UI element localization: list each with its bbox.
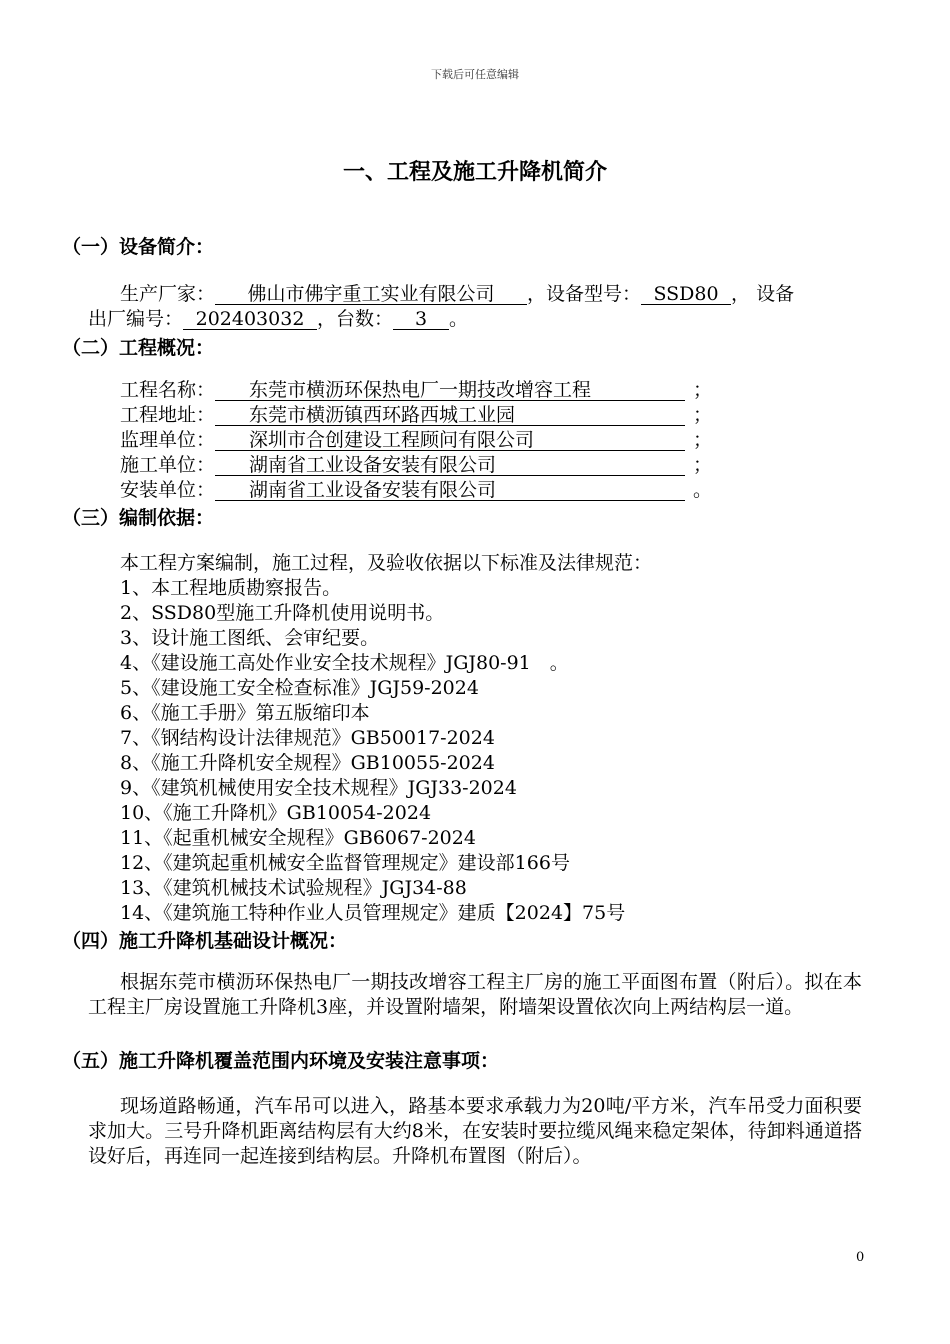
project-row-end: ；: [693, 454, 713, 476]
basis-item: 6、《施工手册》第五版缩印本: [120, 702, 370, 724]
basis-intro: 本工程方案编制，施工过程，及验收依据以下标准及法律规范：: [120, 552, 653, 574]
project-row-value: 湖南省工业设备安装有限公司: [215, 455, 685, 476]
project-row-end: 。: [693, 479, 713, 501]
project-row-value: 深圳市合创建设工程顾问有限公司: [215, 430, 685, 451]
foundation-paragraph: 根据东莞市横沥环保热电厂一期技改增容工程主厂房的施工平面图布置（附后）。拟在本工程主厂房设置施工升降机3座，并设置附墙架，附墙架设置依次向上两结构层一道。: [88, 971, 862, 1018]
project-row: [120, 428, 712, 453]
basis-item: 14、《建筑施工特种作业人员管理规定》建质【2024】75号: [120, 902, 626, 924]
basis-item: 3、设计施工图纸、会审纪要。: [120, 627, 380, 649]
basis-item: 11、《起重机械安全规程》GB6067-2024: [120, 827, 476, 849]
project-row: [120, 453, 712, 478]
section-heading-foundation: （四）施工升降机基础设计概况：: [62, 930, 348, 952]
project-row-value: 东莞市横沥环保热电厂一期技改增容工程: [215, 380, 685, 401]
basis-item: 13、《建筑机械技术试验规程》JGJ34-88: [120, 877, 467, 899]
basis-item: 2、SSD80型施工升降机使用说明书。: [120, 602, 445, 624]
header-note: 下载后可任意编辑: [431, 68, 519, 81]
basis-item: 7、《钢结构设计法律规范》GB50017-2024: [120, 727, 495, 749]
serial-label-a: ， 设备: [731, 283, 795, 305]
project-row-label: 施工单位：: [120, 454, 216, 476]
project-row-label: 监理单位：: [120, 429, 216, 451]
serial-value: 202403032: [183, 309, 317, 330]
basis-item: 10、《施工升降机》GB10054-2024: [120, 802, 432, 824]
basis-item: 4、《建设施工高处作业安全技术规程》JGJ80-91 。: [120, 652, 569, 674]
project-row-label: 工程地址：: [120, 404, 216, 426]
project-row-end: ；: [693, 404, 713, 426]
project-row-label: 安装单位：: [120, 479, 216, 501]
count-value: 3: [393, 309, 449, 330]
equipment-line-2: [88, 307, 468, 332]
project-row-value: 东莞市横沥镇西环路西城工业园: [215, 405, 685, 426]
manufacturer-value: 佛山市佛宇重工实业有限公司: [215, 284, 527, 305]
section-heading-environment: （五）施工升降机覆盖范围内环境及安装注意事项：: [62, 1050, 500, 1072]
project-row-end: ；: [693, 379, 713, 401]
basis-item: 12、《建筑起重机械安全监督管理规定》建设部166号: [120, 852, 570, 874]
model-value: SSD80: [641, 284, 731, 305]
project-row-label: 工程名称：: [120, 379, 216, 401]
manufacturer-label: 生产厂家：: [120, 283, 216, 305]
basis-item: 9、《建筑机械使用安全技术规程》JGJ33-2024: [120, 777, 517, 799]
section-heading-basis: （三）编制依据：: [62, 507, 215, 529]
model-label: ，设备型号：: [527, 283, 642, 305]
count-label: ，台数：: [317, 308, 394, 330]
section-heading-project: （二）工程概况：: [62, 337, 215, 359]
project-row: [120, 378, 712, 403]
project-row: [120, 478, 712, 503]
basis-item: 1、本工程地质勘察报告。: [120, 577, 342, 599]
page-title: 一、工程及施工升降机简介: [342, 160, 607, 185]
equipment-line-1: [120, 282, 794, 307]
project-row: [120, 403, 712, 428]
environment-paragraph: 现场道路畅通，汽车吊可以进入，路基本要求承载力为20吨/平方米，汽车吊受力面积要求加大。三号升降机距离结构层有大约8米，在安装时要拉缆风绳来稳定架体，待卸料通道搭设好后，再连同一起连接到结构层。升降机布置图（附后）。: [88, 1095, 862, 1167]
basis-item: 8、《施工升降机安全规程》GB10055-2024: [120, 752, 495, 774]
project-row-value: 湖南省工业设备安装有限公司: [215, 480, 685, 501]
section-heading-equipment: （一）设备简介：: [62, 236, 215, 258]
project-row-end: ；: [693, 429, 713, 451]
basis-item: 5、《建设施工安全检查标准》JGJ59-2024: [120, 677, 479, 699]
count-end: 。: [449, 308, 469, 330]
serial-label-b: 出厂编号：: [88, 308, 184, 330]
page-number: 0: [856, 1250, 865, 1265]
